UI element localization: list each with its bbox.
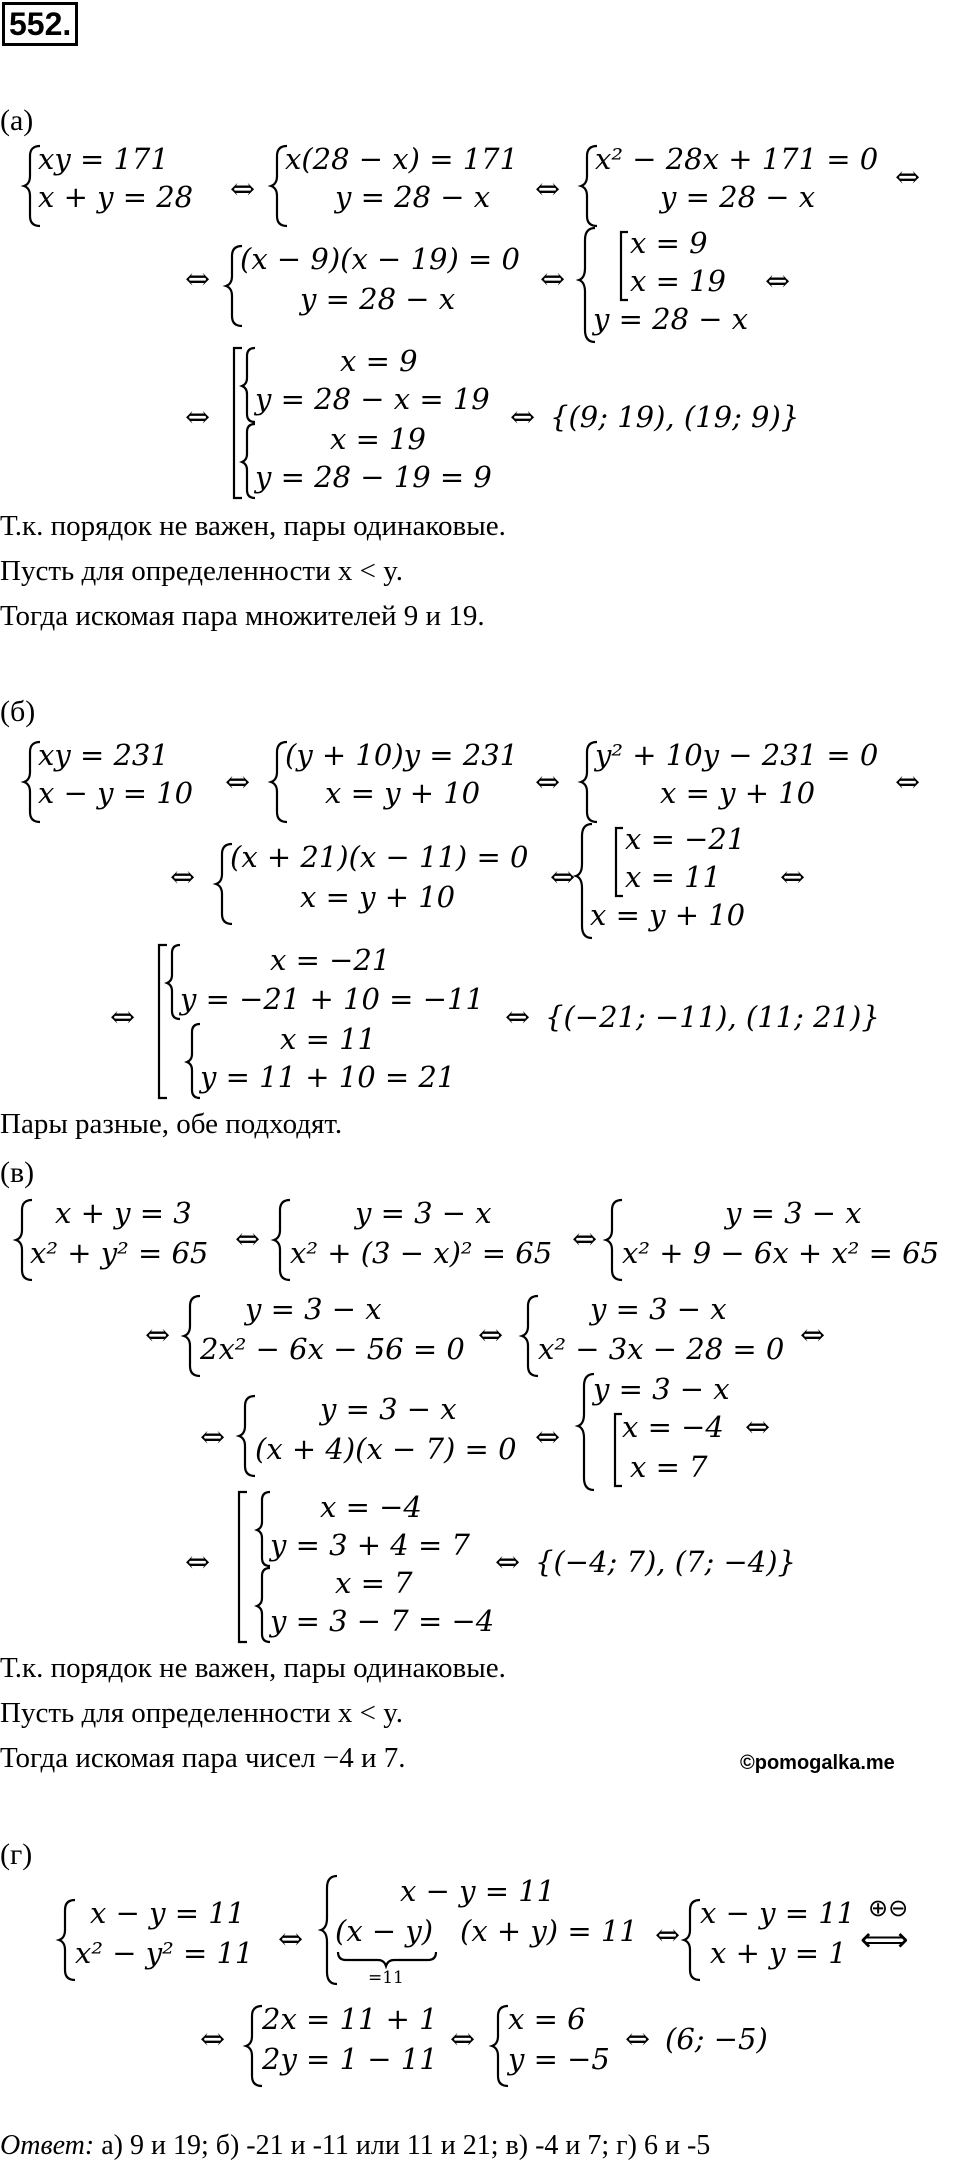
- b-text-1: Пары разные, обе подходят.: [0, 1108, 343, 1140]
- a-r1-s1-l2: x + y = 28: [38, 180, 194, 214]
- left-brace: [242, 424, 255, 498]
- d-r1-s2-l1: x − y = 11: [400, 1874, 556, 1908]
- b-r2-s1-l2: x = y + 10: [300, 880, 456, 914]
- equiv-symbol: ⇔: [278, 1922, 304, 1957]
- left-brace: [492, 2006, 508, 2086]
- d-r2-s2-l2: y = −5: [508, 2042, 610, 2076]
- a-r3-s1-l1: x = 9: [340, 344, 418, 378]
- left-brace: [242, 348, 255, 422]
- left-bracket: [159, 945, 167, 1098]
- d-r2-s1-l2: 2y = 1 − 11: [262, 2042, 438, 2076]
- left-brace: [226, 246, 242, 326]
- left-bracket: [615, 1414, 622, 1486]
- b-r1-s1-l2: x − y = 10: [38, 776, 194, 810]
- b-r1-s2-l2: x = y + 10: [325, 776, 481, 810]
- equiv-symbol: ⇔: [535, 765, 561, 800]
- c-result: {(−4; 7), (7; −4)}: [535, 1545, 796, 1579]
- c-r2-s2-l2: x² − 3x − 28 = 0: [538, 1332, 785, 1366]
- a-text-2: Пусть для определенности x < y.: [0, 555, 404, 587]
- c-r4-s1-l1: x = −4: [320, 1490, 422, 1524]
- left-brace: [167, 945, 180, 1019]
- c-r1-s3-l1: y = 3 − x: [725, 1196, 862, 1230]
- left-bracket: [234, 348, 242, 498]
- b-r2-s2-l2: x = 11: [625, 860, 721, 894]
- b-r1-s3-l2: x = y + 10: [660, 776, 816, 810]
- long-equiv-symbol: ⟺: [860, 1920, 909, 1960]
- c-text-3: Тогда искомая пара чисел −4 и 7.: [0, 1742, 406, 1774]
- equiv-symbol: ⇔: [230, 172, 256, 207]
- part-b-label: (б): [0, 695, 36, 728]
- left-brace: [581, 742, 597, 822]
- a-r2-s2-l1: x = 9: [630, 226, 708, 260]
- d-r1-s1-l1: x − y = 11: [90, 1896, 246, 1930]
- equiv-symbol: ⇔: [550, 860, 576, 895]
- c-r3-s1-l2: (x + 4)(x − 7) = 0: [255, 1432, 517, 1466]
- c-r2-s1-l2: 2x² − 6x − 56 = 0: [200, 1332, 465, 1366]
- equiv-symbol: ⇔: [535, 172, 561, 207]
- equiv-symbol: ⇔: [510, 400, 536, 435]
- a-r2-s2-l3: y = 28 − x: [593, 302, 749, 336]
- equiv-symbol: ⇔: [235, 1222, 261, 1257]
- left-brace: [581, 146, 597, 226]
- b-r2-s2-l3: x = y + 10: [590, 898, 746, 932]
- part-a-label: (а): [0, 104, 34, 137]
- left-brace: [239, 1396, 255, 1476]
- equiv-symbol: ⇔: [145, 1318, 171, 1353]
- a-r1-s2-l1: x(28 − x) = 171: [285, 142, 519, 176]
- left-brace: [24, 146, 40, 226]
- equiv-symbol: ⇔: [200, 1420, 226, 1455]
- b-r3-s2-l1: x = 11: [280, 1022, 376, 1056]
- answer-label: Ответ:: [0, 2130, 95, 2161]
- watermark: ©pomogalka.me: [740, 1752, 895, 1774]
- equiv-symbol: ⇔: [200, 2022, 226, 2057]
- equiv-symbol: ⇔: [765, 264, 791, 299]
- b-r3-s1-l2: y = −21 + 10 = −11: [180, 982, 484, 1016]
- b-r2-s2-l1: x = −21: [625, 822, 746, 856]
- d-result: (6; −5): [665, 2022, 768, 2056]
- c-r1-s2-l1: y = 3 − x: [355, 1196, 492, 1230]
- a-r1-s1-l1: xy = 171: [38, 142, 169, 176]
- left-brace: [271, 742, 287, 822]
- a-r2-s1-l2: y = 28 − x: [300, 282, 456, 316]
- problem-number: 552.: [2, 2, 78, 46]
- part-c-label: (в): [0, 1156, 35, 1189]
- left-brace: [257, 1568, 270, 1642]
- equiv-symbol: ⇔: [895, 765, 921, 800]
- c-r2-s2-l1: y = 3 − x: [590, 1292, 727, 1326]
- equiv-symbol: ⇔: [800, 1318, 826, 1353]
- left-brace: [216, 844, 232, 924]
- add-subtract-icon: ⊕⊖: [868, 1894, 909, 1922]
- c-r1-s3-l2: x² + 9 − 6x + x² = 65: [622, 1236, 940, 1270]
- a-result: {(9; 19), (19; 9)}: [550, 400, 800, 434]
- equiv-symbol: ⇔: [170, 860, 196, 895]
- c-r3-s1-l1: y = 3 − x: [320, 1392, 457, 1426]
- left-brace: [257, 1492, 270, 1566]
- c-r4-s2-l2: y = 3 − 7 = −4: [270, 1604, 495, 1638]
- a-text-3: Тогда искомая пара множителей 9 и 19.: [0, 600, 485, 632]
- equiv-symbol: ⇔: [540, 262, 566, 297]
- equiv-symbol: ⇔: [185, 400, 211, 435]
- d-r2-s1-l1: 2x = 11 + 1: [262, 2002, 438, 2036]
- left-brace: [271, 146, 287, 226]
- equiv-symbol: ⇔: [655, 1918, 681, 1953]
- a-r3-s2-l2: y = 28 − 19 = 9: [255, 460, 492, 494]
- b-r2-s1-l1: (x + 21)(x − 11) = 0: [230, 840, 529, 874]
- left-brace: [576, 824, 592, 938]
- d-r1-s2-l2b: (x + y) = 11: [460, 1914, 638, 1948]
- equiv-symbol: ⇔: [225, 765, 251, 800]
- equiv-symbol: ⇔: [185, 1545, 211, 1580]
- b-r1-s3-l1: y² + 10y − 231 = 0: [595, 738, 879, 772]
- left-brace: [578, 1374, 594, 1490]
- c-text-1: Т.к. порядок не важен, пары одинаковые.: [0, 1652, 506, 1684]
- equiv-symbol: ⇔: [535, 1420, 561, 1455]
- a-r1-s3-l2: y = 28 − x: [660, 180, 816, 214]
- c-r1-s1-l2: x² + y² = 65: [30, 1236, 209, 1270]
- left-brace: [187, 1024, 200, 1098]
- b-result: {(−21; −11), (11; 21)}: [545, 1000, 880, 1034]
- left-brace: [246, 2006, 262, 2086]
- left-brace: [522, 1296, 538, 1376]
- left-brace: [579, 228, 595, 342]
- d-r1-s3-l1: x − y = 11: [700, 1896, 856, 1930]
- a-r1-s2-l2: y = 28 − x: [335, 180, 491, 214]
- left-brace: [274, 1200, 290, 1280]
- left-brace: [16, 1200, 32, 1280]
- equiv-symbol: ⇔: [495, 1545, 521, 1580]
- left-brace: [59, 1900, 75, 1980]
- left-brace: [684, 1900, 700, 1980]
- c-r4-s1-l2: y = 3 + 4 = 7: [270, 1528, 470, 1562]
- equiv-symbol: ⇔: [110, 1000, 136, 1035]
- left-brace: [24, 742, 40, 822]
- equiv-symbol: ⇔: [895, 160, 921, 195]
- left-brace: [184, 1296, 200, 1376]
- c-r3-s2-l3: x = 7: [630, 1450, 708, 1484]
- c-r1-s2-l2: x² + (3 − x)² = 65: [290, 1236, 553, 1270]
- answer-text: а) 9 и 19; б) -21 и -11 или 11 и 21; в) -4 и 7; г) 6 и -5: [101, 2130, 711, 2161]
- c-r3-s2-l2: x = −4: [622, 1410, 724, 1444]
- d-r1-s2-l2a: (x − y): [335, 1914, 434, 1948]
- a-r3-s1-l2: y = 28 − x = 19: [255, 382, 490, 416]
- c-text-2: Пусть для определенности x < y.: [0, 1697, 404, 1729]
- c-r1-s1-l1: x + y = 3: [55, 1196, 192, 1230]
- equiv-symbol: ⇔: [185, 262, 211, 297]
- a-r2-s1-l1: (x − 9)(x − 19) = 0: [240, 242, 520, 276]
- b-r1-s1-l1: xy = 231: [38, 738, 169, 772]
- equiv-symbol: ⇔: [478, 1318, 504, 1353]
- d-r1-s1-l2: x² − y² = 11: [75, 1936, 254, 1970]
- left-brace: [606, 1200, 622, 1280]
- equiv-symbol: ⇔: [625, 2022, 651, 2057]
- a-text-1: Т.к. порядок не важен, пары одинаковые.: [0, 510, 506, 542]
- equiv-symbol: ⇔: [780, 860, 806, 895]
- equiv-symbol: ⇔: [745, 1410, 771, 1445]
- equiv-symbol: ⇔: [450, 2022, 476, 2057]
- left-bracket: [239, 1492, 247, 1642]
- a-r3-s2-l1: x = 19: [330, 422, 426, 456]
- d-r1-s3-l2: x + y = 1: [710, 1936, 847, 1970]
- c-r4-s2-l1: x = 7: [335, 1566, 413, 1600]
- underbrace: [338, 1952, 436, 1966]
- left-brace: [321, 1876, 337, 1984]
- a-r1-s3-l1: x² − 28x + 171 = 0: [595, 142, 879, 176]
- d-r2-s2-l1: x = 6: [508, 2002, 586, 2036]
- a-r2-s2-l2: x = 19: [630, 264, 726, 298]
- left-bracket: [621, 232, 628, 300]
- underbrace-label: =11: [368, 1968, 404, 1988]
- c-r2-s1-l1: y = 3 − x: [245, 1292, 382, 1326]
- b-r3-s2-l2: y = 11 + 10 = 21: [200, 1060, 456, 1094]
- b-r1-s2-l1: (y + 10)y = 231: [285, 738, 519, 772]
- equiv-symbol: ⇔: [505, 1000, 531, 1035]
- b-r3-s1-l1: x = −21: [270, 943, 391, 977]
- left-bracket: [616, 828, 623, 896]
- part-d-label: (г): [0, 1838, 33, 1871]
- equiv-symbol: ⇔: [572, 1222, 598, 1257]
- c-r3-s2-l1: y = 3 − x: [593, 1372, 730, 1406]
